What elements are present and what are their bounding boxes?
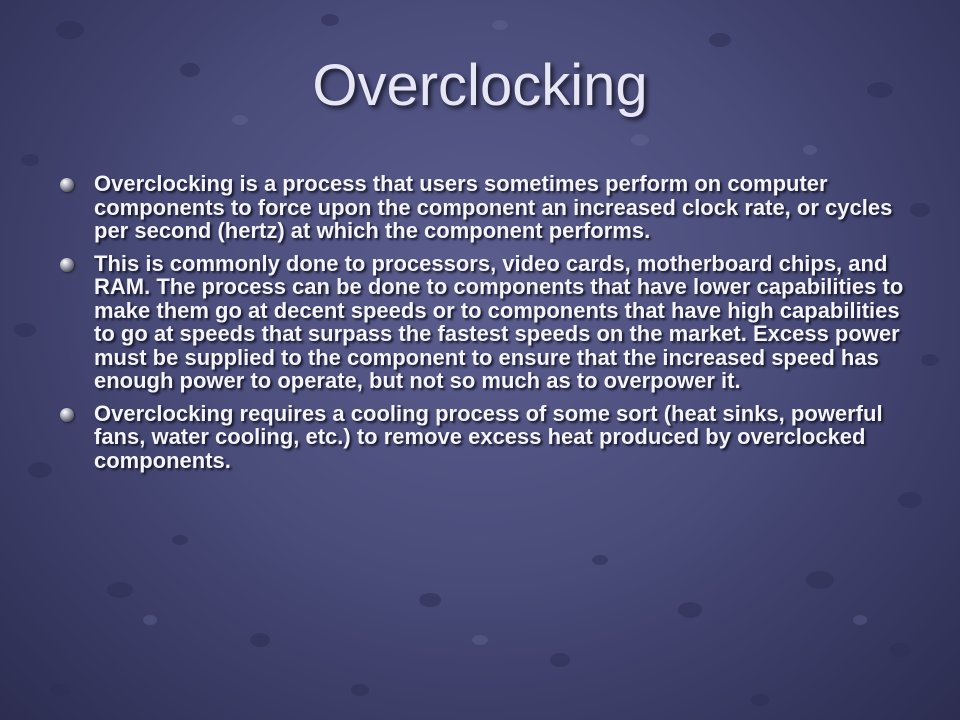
sphere-bullet-icon <box>60 178 74 192</box>
bullet-text: Overclocking requires a cooling process of some sort (heat sinks, powerful fans, water cooling, etc.) to remove excess heat produced by overclocked components. <box>94 400 883 473</box>
slide-title: Overclocking <box>312 53 648 118</box>
list-item <box>60 172 910 243</box>
bullet-text: This is commonly done to processors, video cards, motherboard chips, and RAM. The process can be done to components that have lower capabilities to make them go at decent speeds or to components that have high capabilities to go at speeds that surpass the fastest speeds on the market. Excess power must be supplied to the component to ensure that the increased speed has enough power to operate, but not so much as to overpower it. <box>94 250 904 393</box>
bullet-text: Overclocking is a process that users sometimes perform on computer components to force upon the component an increased clock rate, or cycles per second (hertz) at which the component performs. <box>94 171 893 243</box>
sphere-bullet-icon <box>60 408 74 422</box>
list-item <box>60 252 910 393</box>
list-item <box>60 402 910 473</box>
bullet-list <box>60 172 910 481</box>
sphere-bullet-icon <box>60 258 74 272</box>
